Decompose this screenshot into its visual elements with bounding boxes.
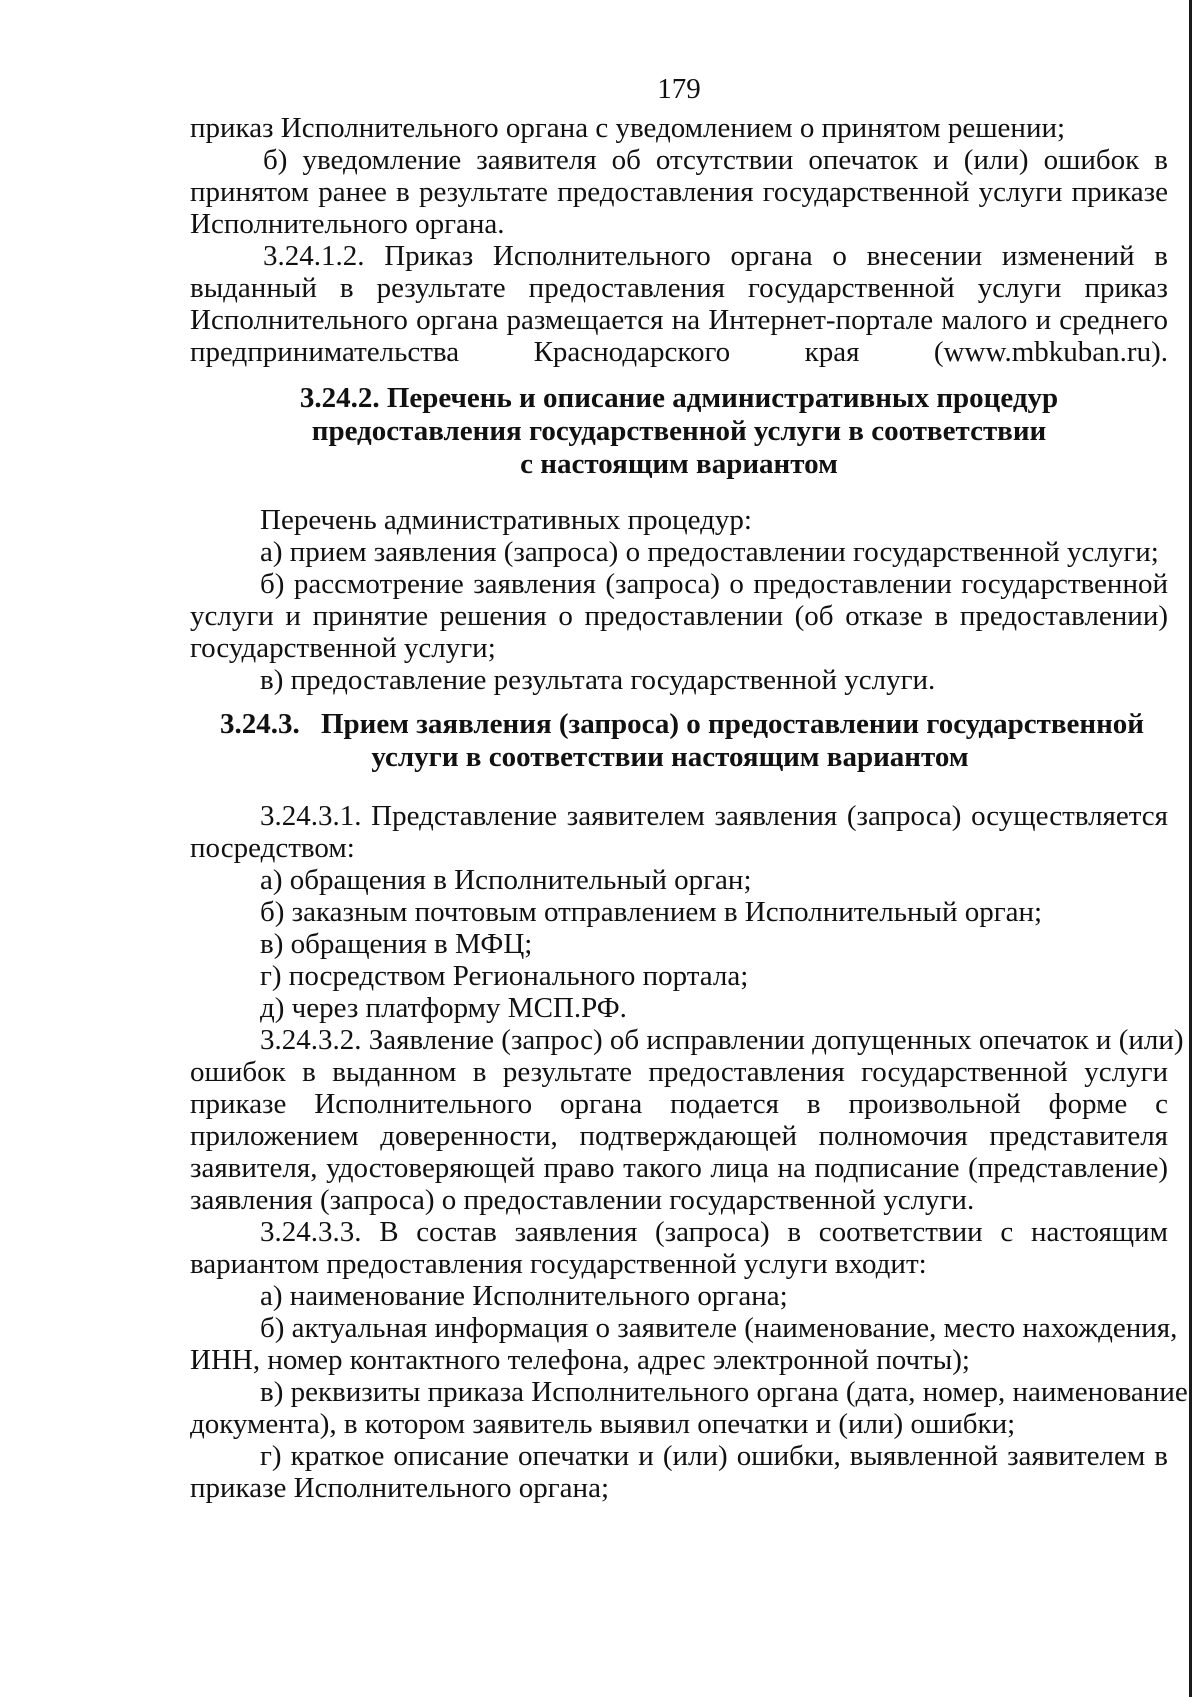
text-line: в) предоставление результата государственной услуги.: [260, 664, 936, 696]
text-line: б) актуальная информация о заявителе (наименование, место нахождения,: [260, 1312, 1178, 1344]
page-edge-rule: [1189, 0, 1192, 1697]
text-line: в) реквизиты приказа Исполнительного органа (дата, номер, наименование: [260, 1376, 1188, 1408]
text-line: ИНН, номер контактного телефона, адрес электронной почты);: [190, 1344, 970, 1376]
text-line: 3.24.3.3. В состав заявления (запроса) в соответствии с настоящим: [260, 1216, 1168, 1248]
heading-line: предоставления государственной услуги в соответствии: [311, 415, 1047, 447]
text-line: посредством:: [190, 832, 355, 864]
text-line: ошибок в выданном в результате предоставления государственной услуги: [190, 1056, 1168, 1088]
heading-line: [220, 708, 1168, 741]
text-line: документа), в котором заявитель выявил опечатки и (или) ошибки;: [190, 1408, 1016, 1440]
intro-block: [190, 112, 1168, 368]
text-line: услуги и принятие решения о предоставлении (об отказе в предоставлении): [190, 600, 1168, 632]
text-line: заявителя, удостоверяющей право такого лица на подписание (представление): [190, 1152, 1168, 1184]
section-body-3-24-2: [190, 504, 1168, 696]
text-line: приложением доверенности, подтверждающей полномочия представителя: [190, 1120, 1168, 1152]
text-line: Исполнительного органа размещается на Интернет-портале малого и среднего: [190, 304, 1168, 336]
text-line: в) обращения в МФЦ;: [260, 928, 533, 960]
section-heading-3-24-3: [220, 708, 1168, 774]
text-line: Исполнительного органа.: [190, 208, 505, 240]
text-line: 3.24.3.2. Заявление (запрос) об исправлении допущенных опечаток и (или): [260, 1024, 1184, 1056]
text-line: заявления (запроса) о предоставлении государственной услуги.: [190, 1184, 975, 1216]
text-line: б) заказным почтовым отправлением в Исполнительный орган;: [260, 896, 1043, 928]
text-line: д) через платформу МСП.РФ.: [260, 992, 627, 1024]
section-body-3-24-3: [190, 800, 1188, 1504]
text-line: приказ Исполнительного органа с уведомлением о принятом решении;: [190, 112, 1066, 144]
text-line: г) краткое описание опечатки и (или) ошибки, выявленной заявителем в: [260, 1440, 1168, 1472]
heading-line: услуги в соответствии настоящим вариантом: [371, 741, 969, 773]
text-line: выданный в результате предоставления государственной услуги приказ: [190, 272, 1168, 304]
text-line: вариантом предоставления государственной услуги входит:: [190, 1248, 927, 1280]
text-line: приказе Исполнительного органа подается в произвольной форме с: [190, 1088, 1168, 1120]
heading-line: с настоящим вариантом: [520, 448, 838, 480]
section-heading-3-24-2: [180, 382, 1178, 481]
text-line: а) прием заявления (запроса) о предоставлении государственной услуги;: [260, 536, 1159, 568]
text-line: г) посредством Регионального портала;: [260, 960, 749, 992]
text-line: а) обращения в Исполнительный орган;: [260, 864, 752, 896]
page-number: 179: [657, 73, 701, 105]
heading-line: 3.24.2. Перечень и описание административных процедур: [299, 382, 1059, 414]
text-line: 3.24.3.1. Представление заявителем заявления (запроса) осуществляется: [260, 800, 1168, 832]
text-line: 3.24.1.2. Приказ Исполнительного органа о внесении изменений в: [263, 240, 1168, 272]
text-line: предпринимательства Краснодарского края (www.mbkuban.ru).: [190, 336, 1168, 368]
text-line: принятом ранее в результате предоставления государственной услуги приказе: [190, 176, 1168, 208]
text-line: б) рассмотрение заявления (запроса) о предоставлении государственной: [260, 568, 1168, 600]
heading-number: 3.24.3.: [220, 708, 300, 740]
text-line: а) наименование Исполнительного органа;: [260, 1280, 788, 1312]
heading-text: Прием заявления (запроса) о предоставлении государственной: [321, 708, 1144, 740]
text-line: б) уведомление заявителя об отсутствии опечаток и (или) ошибок в: [263, 144, 1168, 176]
text-line: Перечень административных процедур:: [260, 504, 752, 536]
text-line: приказе Исполнительного органа;: [190, 1472, 609, 1504]
text-line: государственной услуги;: [190, 632, 496, 664]
